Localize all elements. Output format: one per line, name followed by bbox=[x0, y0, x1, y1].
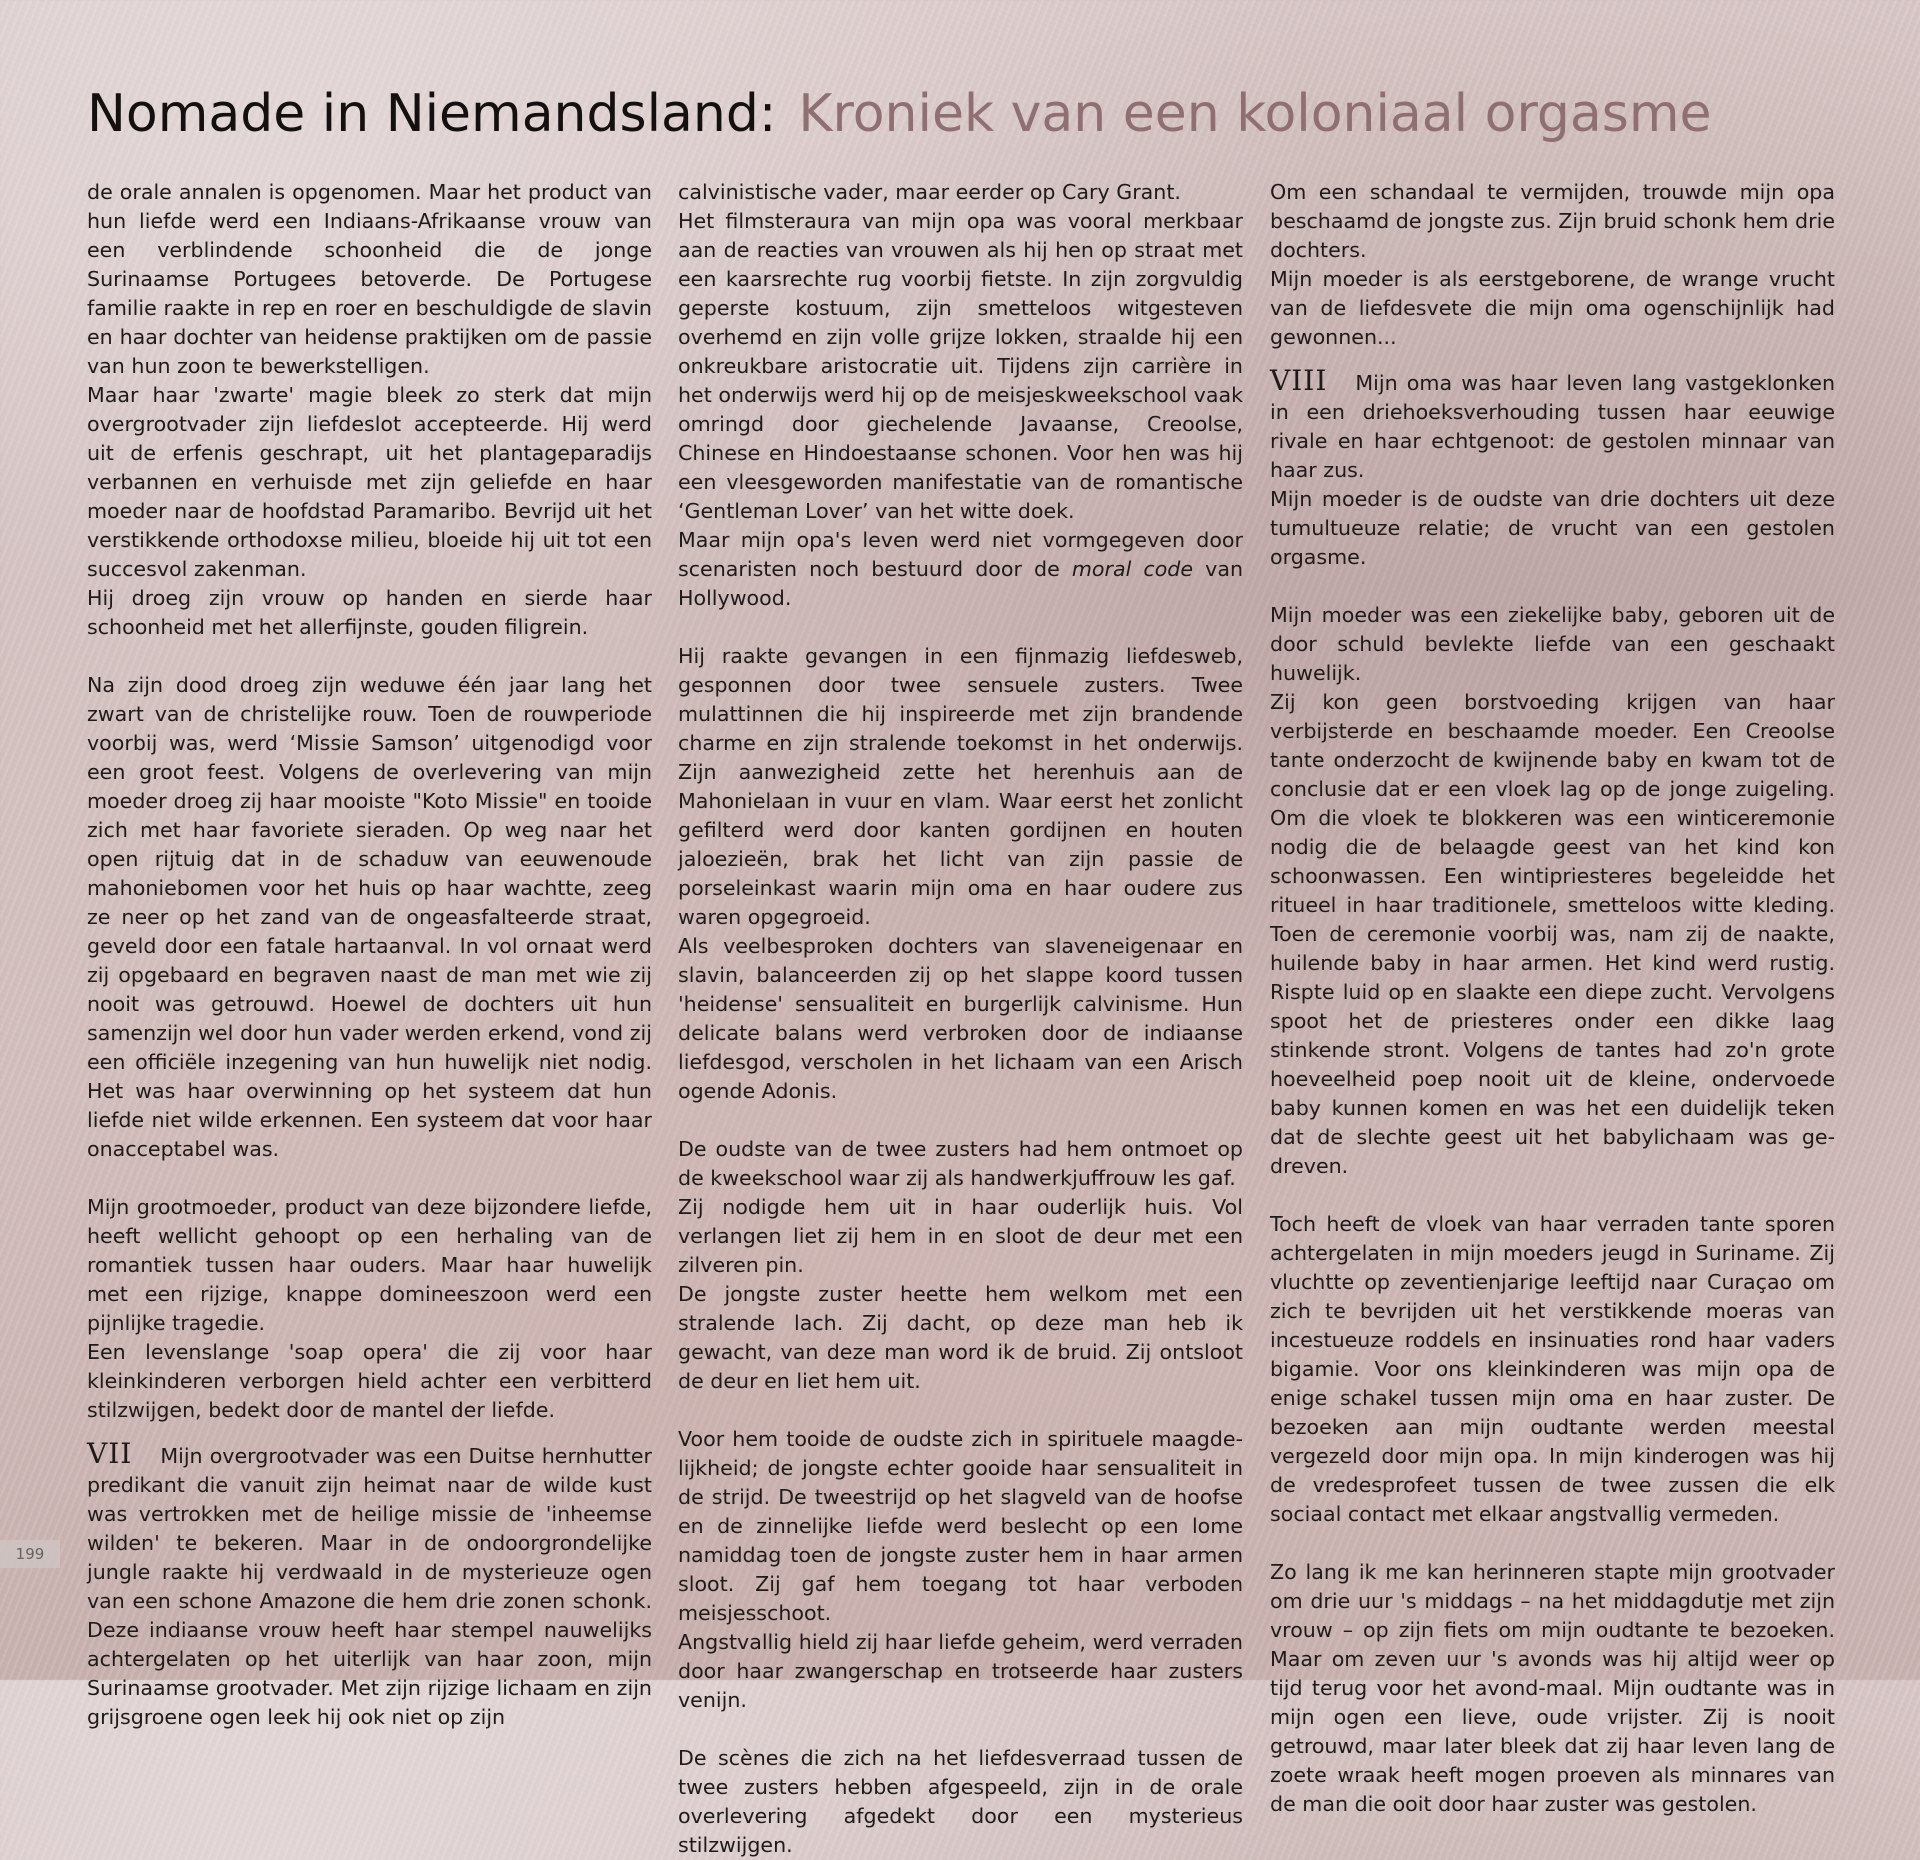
paragraph-text: Mijn overgrootvader was een Duitse hernhutter predikant die vanuit zijn heimat naar de wilde kust was vertrokken met de heilige missie de 'inheemse wilden' te bekeren. Maar in de ondoorgrondelijke jungle raakte hij verdwaald in de mysterieuze ogen van een schone Amazone die hem drie zonen schonk. Deze indiaanse vrouw heeft haar stempel nauwelijks achtergelaten op het uiterlijk van haar zoon, mijn Surinaamse grootvader. Met zijn rijzige lichaam en zijn grijsgroene ogen leek hij ook niet op zijn bbox=[87, 1444, 652, 1729]
paragraph: Hij droeg zijn vrouw op handen en sierde haar schoonheid met het allerfijnste, gouden filigrein. bbox=[87, 586, 652, 639]
paragraph: Het filmsteraura van mijn opa was vooral merkbaar aan de reacties van vrouwen als hij hen op straat met een kaarsrechte rug voorbij fietste. In zijn zorgvuldig geperste kostuum, zijn smetteloos witgesteven overhemd en zijn volle grijze lokken, straalde hij een onkreukbare aristocratie uit. Tijdens zijn carrière in het onderwijs werd hij op de meisjeskweekschool vaak omringd door giechelende Javaanse, Creoolse, Chinese en Hindoestaanse schonen. Voor hen was hij een vleesgeworden manifestatie van de romantische ‘Gentleman Lover’ van het witte doek. bbox=[678, 209, 1243, 523]
paragraph: Na zijn dood droeg zijn weduwe één jaar lang het zwart van de christelijke rouw. Toen de rouwperiode voorbij was, werd ‘Missie Samson’ uitgenodigd voor een groot feest. Volgens de overlevering van mijn moeder droeg zij haar mooiste "Koto Missie" en tooide zich met haar favoriete sieraden. Op weg naar het open rijtuig dat in de schaduw van eeuwenoude mahoniebomen voor het huis op haar wachtte, zeeg ze neer op het zand van de ongeasfalteerde straat, geveld door een fatale hartaanval. In vol ornaat werd zij opgebaard en begraven naast de man met wie zij nooit was getrouwd. Hoewel de dochters uit hun samenzijn wel door hun vader werden erkend, vond zij een officiële inzegening van hun huwelijk niet nodig. Het was haar overwinning op het systeem dat hun liefde niet wilde erkennen. Een systeem dat voor haar onacceptabel was. bbox=[87, 673, 652, 1161]
paragraph: Voor hem tooide de oudste zich in spirituele maagdelijkheid; de jongste echter gooide haar sensualiteit in de strijd. De tweestrijd op het slagveld van de hoofse en de zinnelijke liefde werd beslecht op een lome namiddag toen de jongste zuster hem in haar armen sloot. Zij gaf hem toegang tot haar verboden meisjesschoot. bbox=[678, 1427, 1243, 1625]
page-number: 199 bbox=[0, 1540, 60, 1568]
text-column-2 bbox=[678, 178, 1243, 1860]
paragraph: Hij raakte gevangen in een fijnmazig liefdesweb, gesponnen door twee sensuele zusters. Twee mulattinnen die hij inspireerde met zijn brandende charme en zijn stralende toekomst in het onderwijs. Zijn aanwezigheid zette het herenhuis aan de Mahonielaan in vuur en vlam. Waar eerst het zonlicht gefilterd werd door kanten gordijnen en houten jaloezieën, brak het licht van zijn passie de porseleinkast waarin mijn oma en haar oudere zus waren opgegroeid. bbox=[678, 644, 1243, 929]
paragraph: De jongste zuster heette hem welkom met een stralende lach. Zij dacht, op deze man heb ik gewacht, van deze man word ik de bruid. Zij ontsloot de deur en liet hem uit. bbox=[678, 1282, 1243, 1393]
paragraph: Een levenslange 'soap opera' die zij voor haar kleinkinderen verborgen hield achter een verbitterd stilzwijgen, bedekt door de mantel der liefde. bbox=[87, 1340, 652, 1422]
paragraph: de orale annalen is opgenomen. Maar het product van hun liefde werd een Indiaans-Afrikaanse vrouw van een verblindende schoonheid die de jonge Surinaamse Portugees betoverde. De Portugese familie raakte in rep en roer en beschuldigde de slavin en haar dochter van heidense praktijken om de passie van hun zoon te bewerkstelligen. bbox=[87, 180, 652, 378]
paragraph: Toch heeft de vloek van haar verraden tante sporen achtergelaten in mijn moeders jeugd in Suriname. Zij vluchtte op zeventienjarige leeftijd naar Curaçao om zich te bevrijden uit het verstikkende moeras van incestueuze roddels en insinuaties rond haar vaders bigamie. Voor ons kleinkinderen was mijn opa de enige schakel tussen mijn oma en haar zuster. De bezoeken aan mijn oudtante werden meestal vergezeld door mijn opa. In mijn kinderogen was hij de vredesprofeet tussen de twee zussen die elk sociaal contact met elkaar angstvallig vermeden. bbox=[1270, 1212, 1835, 1526]
italic-phrase: moral code bbox=[1071, 557, 1194, 581]
section-paragraph bbox=[1270, 366, 1835, 485]
paragraph: Zo lang ik me kan herinneren stapte mijn grootvader om drie uur 's middags – na het middagdutje met zijn vrouw – op zijn fiets om mijn oudtante te bezoeken. Maar om zeven uur 's avonds was hij altijd weer op tijd terug voor het avond-maal. Mijn oudtante was in mijn ogen een lieve, oude vrijster. Zij is nooit getrouwd, maar later bleek dat zij haar leven lang de zoete wraak heeft mogen proeven als minnares van de man die ooit door haar zuster was gestolen. bbox=[1270, 1560, 1835, 1816]
paragraph: Maar haar 'zwarte' magie bleek zo sterk dat mijn overgrootvader zijn liefdeslot accepteerde. Hij werd uit de erfenis geschrapt, uit het plantageparadijs verbannen en verhuisde met zijn geliefde en haar moeder naar de hoofdstad Paramaribo. Bevrijd uit het verstikkende orthodoxse milieu, bloeide hij uit tot een succesvol zakenman. bbox=[87, 383, 652, 581]
paragraph: calvinistische vader, maar eerder op Cary Grant. bbox=[678, 180, 1181, 204]
paragraph bbox=[678, 526, 1243, 613]
paragraph: Mijn moeder is als eerstgeborene, de wrange vrucht van de liefdesvete die mijn oma ogenschijnlijk had gewonnen... bbox=[1270, 267, 1835, 349]
paragraph: Zij kon geen borstvoeding krijgen van haar verbijsterde en beschaamde moeder. Een Creoolse tante onderzocht de kwijnende baby en kwam tot de conclusie dat er een vloek lag op de jonge zuigeling. Om die vloek te blokkeren was een winticeremonie nodig die de belaagde geest van het kind kon schoonwassen. Een wintipriesteres begeleidde het ritueel in haar traditionele, smetteloos witte kleding. Toen de ceremonie voorbij was, nam zij de naakte, huilende baby in haar armen. Het kind werd rustig. Rispte luid op en slaakte een diepe zucht. Vervolgens spoot het de priesteres onder een dikke laag stinkende stront. Volgens de tantes had zo'n grote hoeveelheid poep nooit uit de kleine, ondervoede baby kunnen komen en was het een duidelijk teken dat de slechte geest uit het babylichaam was gedreven. bbox=[1270, 690, 1835, 1178]
paragraph: Als veelbesproken dochters van slaveneigenaar en slavin, balanceerden zij op het slappe koord tussen 'heidense' sensualiteit en burgerlijk calvinisme. Hun delicate balans werd verbroken door de indiaanse liefdesgod, verscholen in het lichaam van een Arisch ogende Adonis. bbox=[678, 934, 1243, 1103]
section-numeral: VII bbox=[87, 1437, 133, 1470]
paragraph: Mijn moeder was een ziekelijke baby, geboren uit de door schuld bevlekte liefde van een geschaakt huwelijk. bbox=[1270, 603, 1835, 685]
paragraph-text: van Hollywood. bbox=[678, 557, 1243, 610]
paragraph: Zij nodigde hem uit in haar ouderlijk huis. Vol verlangen liet zij hem in en sloot de deur met een zilveren pin. bbox=[678, 1195, 1243, 1277]
paragraph: Om een schandaal te vermijden, trouwde mijn opa beschaamd de jongste zus. Zijn bruid schonk hem drie dochters. bbox=[1270, 180, 1835, 262]
text-column-3 bbox=[1270, 178, 1835, 1819]
paragraph: De scènes die zich na het liefdesverraad tussen de twee zusters hebben afgespeeld, zijn in de orale overlevering afgedekt door een mysterieus stilzwijgen. bbox=[678, 1746, 1243, 1857]
section-paragraph bbox=[87, 1439, 652, 1732]
section-numeral: VIII bbox=[1270, 364, 1328, 397]
paragraph: Angstvallig hield zij haar liefde geheim, werd verraden door haar zwangerschap en trotseerde haar zusters venijn. bbox=[678, 1630, 1243, 1712]
title-subtitle: Kroniek van een koloniaal orgasme bbox=[798, 84, 1712, 144]
paragraph-text: Maar mijn opa's leven werd niet vormgegeven door scenaristen noch bestuurd door de bbox=[678, 528, 1243, 581]
paragraph: Mijn grootmoeder, product van deze bijzondere liefde, heeft wellicht gehoopt op een herhaling van de romantiek tussen haar ouders. Maar haar huwelijk met een rijzige, knappe domineeszoon werd een pijnlijke tragedie. bbox=[87, 1195, 652, 1335]
page-title bbox=[87, 78, 1712, 150]
paragraph: Mijn moeder is de oudste van drie dochters uit deze tumultueuze relatie; de vrucht van een gestolen orgasme. bbox=[1270, 487, 1835, 569]
text-column-1 bbox=[87, 178, 652, 1732]
title-main: Nomade in Niemandsland: bbox=[87, 84, 777, 144]
paragraph: De oudste van de twee zusters had hem ontmoet op de kweekschool waar zij als handwerkjuffrouw les gaf. bbox=[678, 1137, 1243, 1190]
paragraph-text: Mijn oma was haar leven lang vastgeklonken in een driehoeksverhouding tussen haar eeuwige rivale en haar echtgenoot: de gestolen minnaar van haar zus. bbox=[1270, 371, 1835, 482]
